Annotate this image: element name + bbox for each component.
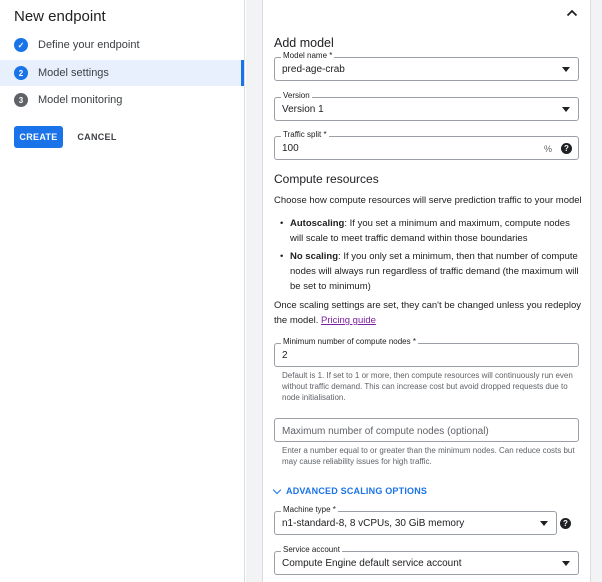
field-value: Compute Engine default service account	[282, 558, 462, 569]
advanced-scaling-toggle[interactable]: ADVANCED SCALING OPTIONS	[274, 486, 427, 496]
step-label: Define your endpoint	[38, 39, 140, 51]
field-label: Service account	[283, 545, 340, 554]
step-number-badge: 3	[14, 93, 28, 107]
step-model-settings[interactable]	[0, 60, 244, 86]
step-model-monitoring[interactable]	[0, 87, 244, 113]
scrollbar-track[interactable]	[590, 0, 602, 582]
help-icon[interactable]: ?	[561, 143, 572, 154]
field-value: pred-age-crab	[282, 64, 345, 75]
chevron-up-icon[interactable]	[566, 6, 578, 20]
section-title: Add model	[274, 36, 334, 50]
step-define-endpoint[interactable]	[0, 32, 244, 58]
help-icon[interactable]: ?	[560, 518, 571, 529]
field-value: n1-standard-8, 8 vCPUs, 30 GiB memory	[282, 518, 465, 529]
create-button[interactable]: CREATE	[14, 126, 63, 148]
step-number-badge: 2	[14, 66, 28, 80]
field-placeholder: Maximum number of compute nodes (optional)	[282, 426, 489, 437]
page-title: New endpoint	[14, 8, 106, 25]
step-label: Model settings	[38, 67, 109, 79]
field-value: Version 1	[282, 104, 324, 115]
machine-type-select[interactable]	[274, 505, 557, 535]
scaling-bullets	[280, 216, 582, 297]
dropdown-arrow-icon	[562, 67, 570, 72]
list-item: • Autoscaling: If you set a minimum and maximum, compute nodes will scale to meet traffic demand within those boundaries	[280, 216, 582, 246]
compute-title: Compute resources	[274, 172, 379, 186]
field-label: Model name *	[283, 51, 333, 60]
field-value: 100	[282, 143, 299, 154]
model-name-select[interactable]	[274, 51, 579, 81]
list-item: • No scaling: If you only set a minimum, then that number of compute nodes will always run regardless of traffic demand (the maximum will be set to minimum)	[280, 249, 582, 294]
field-label: Minimum number of compute nodes *	[283, 337, 416, 346]
field-value: 2	[282, 350, 288, 361]
unit-suffix: %	[543, 144, 552, 154]
dropdown-arrow-icon	[562, 107, 570, 112]
min-nodes-input[interactable]	[274, 337, 579, 367]
min-nodes-hint: Default is 1. If set to 1 or more, then compute resources will continuously run even without traffic demand. This can increase cost but avoid dropped requests due to node initialisation.	[282, 371, 573, 402]
left-panel	[0, 0, 245, 582]
step-label: Model monitoring	[38, 94, 123, 106]
check-circle-icon: ✓	[14, 38, 28, 52]
version-select[interactable]	[274, 91, 579, 121]
scaling-note: Once scaling settings are set, they can't be changed unless you redeploy the model. Pricing guide	[274, 300, 582, 326]
chevron-down-icon	[273, 485, 281, 493]
max-nodes-input[interactable]	[274, 418, 579, 442]
max-nodes-hint: Enter a number equal to or greater than the minimum nodes. Can reduce costs but may cause reliability issues for high traffic.	[282, 446, 575, 466]
field-label: Version	[283, 91, 310, 100]
dropdown-arrow-icon	[540, 521, 548, 526]
cancel-button[interactable]: CANCEL	[74, 126, 120, 148]
field-label: Machine type *	[283, 505, 336, 514]
field-label: Traffic split *	[283, 130, 327, 139]
traffic-split-input[interactable]	[274, 130, 579, 160]
gutter	[246, 0, 262, 582]
service-account-select[interactable]	[274, 545, 579, 575]
pricing-guide-link[interactable]: Pricing guide	[321, 315, 376, 326]
compute-description: Choose how compute resources will serve prediction traffic to your model	[274, 195, 582, 206]
dropdown-arrow-icon	[562, 561, 570, 566]
